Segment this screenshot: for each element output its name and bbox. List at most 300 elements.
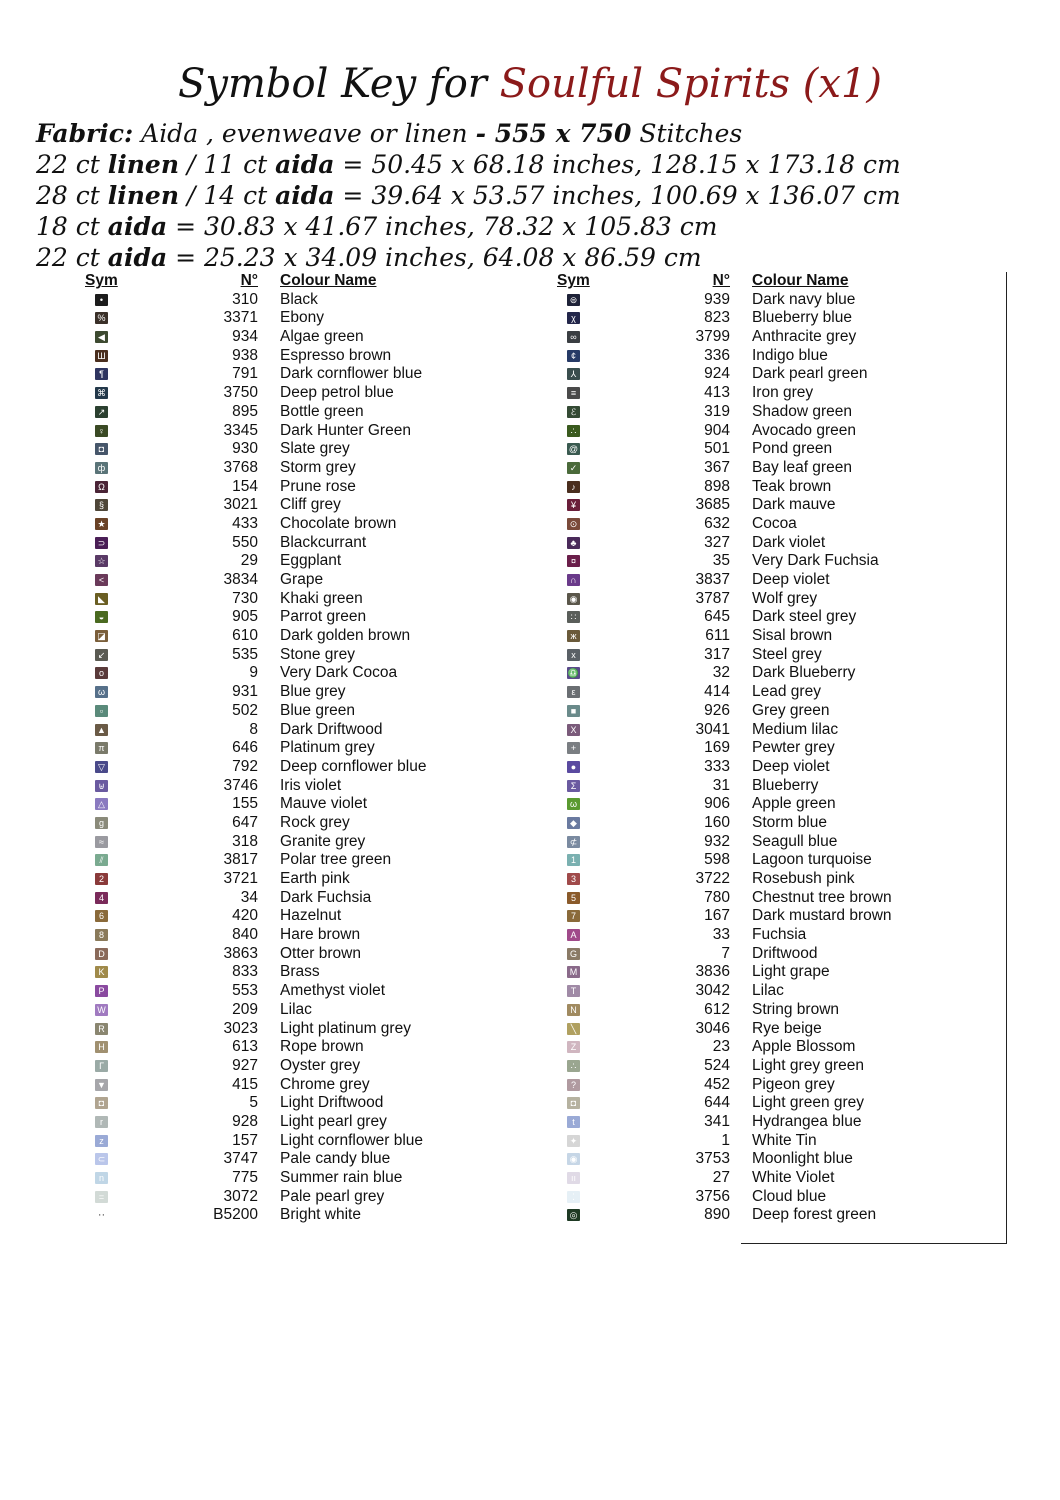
column-header-row [552,272,972,291]
symbol-swatch-icon: H [95,1041,108,1053]
colour-name: Storm blue [752,813,827,831]
symbol-swatch-icon: ◉ [567,1153,580,1165]
thread-number: 3863 [223,944,258,962]
key-row [552,1113,972,1132]
key-row [80,963,500,982]
symbol-swatch-icon: < [95,574,108,586]
colour-name: String brown [752,1000,840,1018]
symbol-swatch-icon: ℰ [567,406,580,418]
key-row [80,702,500,721]
thread-number: 926 [704,701,730,719]
key-row [552,291,972,310]
thread-number: 647 [232,813,258,831]
key-row [80,1094,500,1113]
spec-text: 28 ct [36,181,108,210]
colour-name: Hare brown [280,926,361,944]
colour-name: Shadow green [752,402,852,420]
thread-number: 317 [704,645,730,663]
key-row [80,384,500,403]
spec-text: 18 ct [36,212,108,241]
key-row [552,758,972,777]
key-row [80,907,500,926]
thread-number: 645 [704,608,730,626]
symbol-swatch-icon: ≈ [95,836,108,848]
thread-number: 155 [232,795,258,813]
colour-name: Dark Hunter Green [280,421,411,439]
symbol-swatch-icon: ⊄ [567,836,580,848]
key-row [552,309,972,328]
colour-name: Deep petrol blue [280,384,394,402]
key-row [552,1076,972,1095]
colour-name: Indigo blue [752,346,828,364]
key-row [80,683,500,702]
symbol-swatch-icon: % [95,312,108,324]
thread-number: 924 [704,365,730,383]
symbol-swatch-icon: Σ [567,780,580,792]
colour-name: Pale candy blue [280,1150,391,1168]
symbol-swatch-icon: D [95,948,108,960]
symbol-swatch-icon: ¢ [567,350,580,362]
thread-number: 3345 [223,421,258,439]
thread-number: 3023 [223,1019,258,1037]
key-row [552,496,972,515]
symbol-swatch-icon: ·· [95,1209,108,1221]
symbol-swatch-icon: 7 [567,910,580,922]
thread-number: 792 [232,757,258,775]
thread-number: 833 [232,963,258,981]
key-row [80,1038,500,1057]
colour-name: Otter brown [280,944,361,962]
key-row [552,963,972,982]
thread-number: 3817 [223,851,258,869]
thread-number: 3371 [223,309,258,327]
colour-name: Chestnut tree brown [752,888,892,906]
colour-name: Dark Fuchsia [280,888,372,906]
thread-number: 23 [712,1038,730,1056]
key-row [80,496,500,515]
symbol-swatch-icon: ◀ [95,331,108,343]
key-row [80,1001,500,1020]
colour-name: Deep violet [752,757,830,775]
symbol-swatch-icon: 1 [567,854,580,866]
thread-number: 611 [705,627,730,645]
symbol-swatch-icon: § [95,499,108,511]
colour-name: Summer rain blue [280,1169,403,1186]
colour-name: Dark steel grey [752,608,857,626]
thread-number: 35 [712,552,730,570]
colour-name: Sisal brown [752,627,833,645]
colour-name: Moonlight blue [752,1150,853,1168]
key-row [80,889,500,908]
symbol-swatch-icon: ◪ [95,630,108,642]
thread-number: 9 [249,664,258,682]
symbol-swatch-icon: ε [567,686,580,698]
key-row [80,422,500,441]
symbol-swatch-icon: ◉ [567,593,580,605]
key-row [552,1020,972,1039]
thread-number: 433 [232,514,258,532]
thread-number: 632 [704,514,730,532]
thread-number: 415 [232,1075,258,1093]
key-row [552,552,972,571]
colour-name: Granite grey [280,832,366,850]
spec-text: = 50.45 x 68.18 inches, 128.15 x 173.18 cm [334,150,901,179]
spec-text: / 11 ct [179,150,276,179]
thread-number: 823 [704,309,730,327]
colour-name: Eggplant [280,552,342,570]
key-row [552,459,972,478]
spec-text: 22 ct [36,243,108,272]
thread-number: 501 [704,440,730,458]
thread-number: 898 [704,477,730,495]
colour-name: Blueberry blue [752,309,852,327]
colour-name: Dark Driftwood [280,720,383,738]
thread-number: 644 [704,1094,730,1112]
thread-number: 3041 [695,720,730,738]
key-row [552,907,972,926]
thread-number: 160 [704,813,730,831]
symbol-key-left-column [80,272,500,1225]
key-row [80,440,500,459]
symbol-swatch-icon: ⊃ [95,537,108,549]
colour-name: Light green grey [752,1094,865,1112]
symbol-swatch-icon: ↙ [95,649,108,661]
thread-number: 318 [232,832,258,850]
colour-name: Blackcurrant [280,533,367,551]
colour-name: Pigeon grey [752,1075,835,1093]
symbol-swatch-icon: ♀ [95,425,108,437]
colour-name: Bright white [280,1206,361,1224]
symbol-swatch-icon: ◒ [95,611,108,623]
symbol-swatch-icon: ◘ [567,1097,580,1109]
key-row [80,1132,500,1151]
key-row [552,347,972,366]
spec-emphasis: - 555 x 750 [475,119,632,148]
colour-name: Blue green [280,701,355,719]
key-row [552,627,972,646]
key-row [80,739,500,758]
thread-number: 775 [232,1169,258,1186]
spec-emphasis: Fabric: [36,119,134,148]
thread-number: 3837 [695,571,730,588]
key-row [552,721,972,740]
key-row [80,758,500,777]
colour-name: Rye beige [752,1019,822,1037]
thread-number: 341 [704,1112,730,1130]
symbol-swatch-icon: ♪ [567,481,580,493]
symbol-swatch-icon: ♎ [567,668,580,679]
colour-name-header: Colour Name [280,272,377,289]
symbol-swatch-icon: Ω [95,481,108,493]
key-row [80,328,500,347]
symbol-swatch-icon: z [95,1135,108,1147]
key-row [80,1020,500,1039]
colour-name: Slate grey [280,440,350,458]
symbol-swatch-icon: ? [567,1079,580,1091]
thread-number: 791 [232,365,258,383]
colour-name: Very Dark Fuchsia [752,552,879,570]
thread-number: 502 [232,701,258,719]
symbol-swatch-icon: ⫽ [95,854,108,866]
spec-line [36,211,1046,242]
symbol-swatch-icon: ☆ [95,555,108,567]
frame-border-right [1006,272,1007,1244]
thread-number: 413 [704,384,730,402]
colour-name: Black [280,290,318,308]
key-row [80,777,500,796]
thread-number: 3753 [695,1150,730,1168]
colour-name: Storm grey [280,458,356,476]
symbol-swatch-icon: ⊂ [95,1153,108,1165]
key-row [552,608,972,627]
spec-emphasis: aida [275,181,335,210]
key-row [552,683,972,702]
symbol-swatch-icon: ∴ [567,1060,580,1072]
key-row [80,1169,500,1188]
key-row [552,982,972,1001]
symbol-swatch-icon: ⅄ [567,368,580,380]
thread-number: 8 [249,720,258,738]
key-row [80,459,500,478]
colour-name: Oyster grey [280,1056,361,1074]
symbol-swatch-icon: o [95,667,108,679]
key-row [80,534,500,553]
symbol-swatch-icon: A [567,929,580,941]
key-row [552,384,972,403]
symbol-swatch-icon: ■ [567,705,580,717]
spec-text: Stitches [631,119,743,148]
key-row [552,814,972,833]
colour-name: Algae green [280,328,364,346]
thread-number: 890 [704,1206,730,1224]
colour-name: Platinum grey [280,739,375,757]
colour-name: Lilac [280,1000,312,1018]
symbol-swatch-icon: T [567,985,580,997]
symbol-swatch-icon: M [567,966,580,978]
key-row [552,328,972,347]
symbol-swatch-icon: ф [95,462,108,474]
key-row [80,571,500,590]
thread-number: 613 [232,1038,258,1056]
thread-number: 452 [704,1075,730,1093]
thread-number: 3746 [223,776,258,794]
key-row [552,515,972,534]
key-row [552,926,972,945]
colour-name: Brass [280,963,320,981]
colour-name: Rock grey [280,813,350,831]
colour-name: Iron grey [752,384,814,402]
symbol-swatch-icon: ∞ [567,331,580,343]
colour-name: Polar tree green [280,851,392,869]
thread-number: 29 [240,552,258,570]
key-row [80,926,500,945]
symbol-swatch-icon: W [95,1004,108,1016]
sym-header: Sym [85,272,118,289]
thread-number: 3021 [223,496,258,514]
symbol-swatch-icon: ∩ [567,574,580,586]
key-row [552,777,972,796]
thread-number: 934 [232,328,258,346]
key-row [552,1188,972,1207]
thread-number: 730 [232,589,258,607]
thread-number: 333 [704,757,730,775]
symbol-swatch-icon: r [95,1116,108,1128]
symbol-swatch-icon: ✓ [567,462,580,474]
thread-number: 895 [232,402,258,420]
spec-line [36,180,1046,211]
colour-name: Pewter grey [752,739,835,757]
thread-number: 939 [704,290,730,308]
colour-name: Deep violet [752,571,830,588]
colour-name: Rosebush pink [752,870,855,887]
symbol-swatch-icon: ω [567,798,580,810]
spec-text: 22 ct [36,150,108,179]
thread-number: 31 [712,776,730,794]
symbol-swatch-icon: ⊜ [567,294,580,306]
symbol-swatch-icon: = [95,1191,108,1203]
colour-name: Espresso brown [280,346,392,364]
colour-name: Rope brown [280,1038,364,1056]
key-row [552,851,972,870]
colour-name: White Violet [752,1169,835,1186]
colour-name: Grape [280,571,324,588]
number-header: N° [712,272,730,289]
symbol-swatch-icon: χ [567,312,580,324]
colour-name: Hydrangea blue [752,1112,862,1130]
colour-name: Avocado green [752,421,856,439]
colour-name: Dark golden brown [280,627,411,645]
thread-number: 157 [232,1131,258,1149]
key-row [552,571,972,590]
spec-text: = 25.23 x 34.09 inches, 64.08 x 86.59 cm [167,243,702,272]
key-row [552,1094,972,1113]
symbol-swatch-icon: ж [567,630,580,642]
thread-number: 840 [232,926,258,944]
thread-number: 336 [704,346,730,364]
key-row [552,1169,972,1188]
symbol-swatch-icon: ıı [567,1172,580,1184]
symbol-swatch-icon: Г [95,1060,108,1072]
thread-number: 209 [232,1000,258,1018]
colour-name: Khaki green [280,589,363,607]
key-row [552,1206,972,1225]
key-row [552,365,972,384]
symbol-swatch-icon: G [567,948,580,960]
thread-number: 414 [704,683,730,701]
colour-name: Bay leaf green [752,458,852,476]
colour-name: Very Dark Cocoa [280,664,398,682]
spec-emphasis: linen [107,181,180,210]
symbol-swatch-icon: g [95,817,108,829]
colour-name: Dark navy blue [752,290,856,308]
colour-name: Lagoon turquoise [752,851,872,869]
colour-name: Lilac [752,982,784,1000]
key-row [80,1150,500,1169]
key-row [80,945,500,964]
key-row [80,347,500,366]
symbol-swatch-icon: 8 [95,929,108,941]
key-row [552,590,972,609]
colour-name: Dark pearl green [752,365,868,383]
symbol-swatch-icon: ◎ [567,1209,580,1221]
key-row [80,833,500,852]
symbol-swatch-icon: • [95,294,108,306]
colour-name: Amethyst violet [280,982,386,1000]
thread-number: 780 [704,888,730,906]
colour-name: Apple Blossom [752,1038,856,1056]
pattern-name: Soulful Spirits (x1) [499,61,883,107]
colour-name: Deep forest green [752,1206,877,1224]
symbol-swatch-icon: Ш [95,350,108,362]
thread-number: 1 [721,1131,730,1149]
key-row [552,1057,972,1076]
symbol-swatch-icon: ♣ [567,537,580,549]
symbol-swatch-icon: ◘ [95,443,108,455]
key-row [552,422,972,441]
colour-name: Fuchsia [752,926,807,944]
thread-number: 7 [721,944,730,962]
colour-name: Dark mustard brown [752,907,892,925]
key-row [80,851,500,870]
key-row [80,627,500,646]
spec-emphasis: aida [107,212,168,241]
spec-text: = 30.83 x 41.67 inches, 78.32 x 105.83 cm [167,212,718,241]
key-row [80,1057,500,1076]
thread-number: 3768 [223,458,258,476]
colour-name: Light cornflower blue [280,1131,424,1149]
colour-name: Cocoa [752,514,797,532]
key-row [552,440,972,459]
colour-name: Pond green [752,440,833,458]
symbol-swatch-icon: R [95,1023,108,1035]
thread-number: 32 [712,664,730,682]
thread-number: 319 [704,402,730,420]
key-row [80,1113,500,1132]
colour-name: Light grape [752,963,830,981]
thread-number: 610 [232,627,258,645]
colour-name: Parrot green [280,608,367,626]
symbol-swatch-icon: ω [95,686,108,698]
key-row [552,1150,972,1169]
symbol-swatch-icon: ⌘ [97,388,106,399]
thread-number: 3756 [695,1187,730,1205]
colour-name: Seagull blue [752,832,838,850]
colour-name: Steel grey [752,645,822,663]
symbol-swatch-icon: ▲ [95,724,108,736]
symbol-swatch-icon: ≡ [567,387,580,399]
colour-name: Light pearl grey [280,1112,387,1130]
symbol-swatch-icon: ✦ [567,1135,580,1147]
symbol-swatch-icon: ¤ [567,555,580,567]
key-row [80,309,500,328]
thread-number: 553 [232,982,258,1000]
key-row [80,721,500,740]
colour-name: Blue grey [280,683,346,701]
symbol-swatch-icon: ⊙ [567,518,580,530]
key-row [80,291,500,310]
key-row [552,833,972,852]
thread-number: 646 [232,739,258,757]
thread-number: 169 [704,739,730,757]
symbol-swatch-icon: 5 [567,892,580,904]
thread-number: 5 [249,1094,258,1112]
symbol-swatch-icon: x [567,649,580,661]
key-row [552,403,972,422]
colour-name: Ebony [280,309,324,327]
key-row [552,945,972,964]
thread-number: 33 [712,926,730,944]
thread-number: 927 [232,1056,258,1074]
